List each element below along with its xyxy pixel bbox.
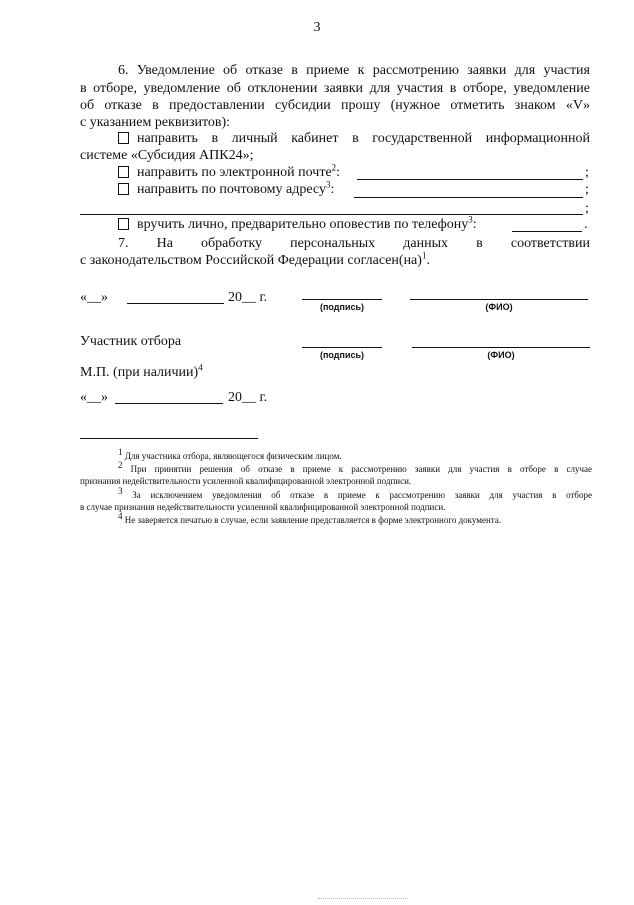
date-month-line-2[interactable] xyxy=(115,403,223,404)
section7-line2 xyxy=(80,252,590,269)
section6-line2: в отборе, уведомление об отклонении заявки для участия в отборе, уведомление xyxy=(80,81,590,96)
option-in-person-text: вручить лично, предварительно оповестив по телефону xyxy=(137,217,469,232)
checkbox-personal-cabinet[interactable] xyxy=(118,132,129,144)
fio-line-2[interactable] xyxy=(412,347,590,348)
signature-line-1[interactable] xyxy=(302,299,382,300)
footnote-3-text: За исключением уведомления об отказе в приеме к рассмотрению заявки для участия в отборе xyxy=(132,490,592,500)
footnote-ref-3a: 3 xyxy=(325,179,331,190)
stamp-label xyxy=(80,364,203,381)
post-address-field-line-2[interactable] xyxy=(80,214,583,215)
footnote-separator xyxy=(80,438,258,439)
page-number: 3 xyxy=(313,20,321,35)
fio-caption-2: (ФИО) xyxy=(487,350,515,360)
footnote-ref-2: 2 xyxy=(331,162,337,173)
phone-field-line[interactable] xyxy=(512,231,582,232)
footnote-2-cont: признания недействительности усиленной квалифицированной электронной подписи. xyxy=(80,476,412,486)
footnote-2-num: 2 xyxy=(118,460,123,470)
option-email: направить по электронной почте$^2$: xyxy=(118,164,340,181)
footnote-1-text: Для участника отбора, являющегося физическим лицом. xyxy=(124,451,342,461)
section7-line2-end: . xyxy=(426,253,430,268)
footnote-3 xyxy=(80,486,592,501)
signature-caption-1: (подпись) xyxy=(319,302,365,312)
section7-word: в xyxy=(476,236,483,251)
footnote-4 xyxy=(80,511,592,526)
option-personal-cabinet-text: направить в личный кабинет в государственной информационной xyxy=(137,131,590,146)
footnote-1-num: 1 xyxy=(118,447,123,457)
footnote-ref-1: 1 xyxy=(421,250,427,261)
footnote-1 xyxy=(80,447,592,462)
option-post-end-2: ; xyxy=(585,201,589,216)
footnote-4-text: Не заверяется печатью в случае, если заявление представляется в форме электронного документа. xyxy=(124,515,502,525)
stamp-label-text: М.П. (при наличии) xyxy=(80,365,199,380)
checkbox-post[interactable] xyxy=(118,183,129,195)
date-year-1: 20__ г. xyxy=(228,290,268,305)
footnote-2-text: При принятии решения об отказе в приеме к рассмотрению заявки для участия в отборе в случае xyxy=(130,464,592,474)
option-in-person-end: . xyxy=(584,217,588,232)
footnote-2 xyxy=(80,460,592,475)
footnote-3-num: 3 xyxy=(118,486,123,496)
checkbox-email[interactable] xyxy=(118,166,129,178)
option-personal-cabinet-line2: системе «Субсидия АПК24»; xyxy=(80,148,254,163)
option-email-text: направить по электронной почте xyxy=(137,165,332,180)
footnote-ref-4: 4 xyxy=(198,362,203,373)
date-month-line-1[interactable] xyxy=(127,303,224,304)
section7-line1 xyxy=(80,235,590,252)
checkbox-in-person[interactable] xyxy=(118,218,129,230)
footnote-ref-3b: 3 xyxy=(468,214,473,225)
option-personal-cabinet xyxy=(80,130,590,147)
option-post-end: ; xyxy=(585,182,589,197)
section7-word: На xyxy=(156,236,173,251)
section7-line2-text: с законодательством Российской Федерации согласен(на) xyxy=(80,253,422,268)
post-address-field-line[interactable] xyxy=(354,197,583,198)
date-year-2: 20__ г. xyxy=(228,390,268,405)
section7-word: персональных xyxy=(290,236,376,251)
option-post-text: направить по почтовому адресу xyxy=(137,182,326,197)
signature-caption-2: (подпись) xyxy=(319,350,365,360)
section6-line1: 6. Уведомление об отказе в приеме к рассмотрению заявки для участия xyxy=(118,63,590,78)
option-email-end: ; xyxy=(585,165,589,180)
signature-line-2[interactable] xyxy=(302,347,382,348)
footnote-4-num: 4 xyxy=(118,511,123,521)
scan-artifact xyxy=(318,898,408,899)
participant-label: Участник отбора xyxy=(80,334,182,349)
section6-line4: с указанием реквизитов): xyxy=(80,115,231,130)
option-in-person: вручить лично, предварительно оповестив по телефону$^3$: xyxy=(118,216,477,233)
section7-word: соответствии xyxy=(510,236,590,251)
date-open-2: «__» xyxy=(80,390,108,405)
section7-word: обработку xyxy=(201,236,263,251)
section6-line3: об отказе в предоставлении субсидии прошу (нужное отметить знаком «V» xyxy=(80,98,590,113)
section7-word: данных xyxy=(403,236,449,251)
section7-word: 7. xyxy=(118,236,129,251)
date-open-1: «__» xyxy=(80,290,108,305)
email-field-line[interactable] xyxy=(357,179,583,180)
footnote-3-cont: в случае признания недействительности усиленной квалифицированной электронной подписи. xyxy=(80,502,446,512)
fio-caption-1: (ФИО) xyxy=(485,302,513,312)
option-post: направить по почтовому адресу$^3$: xyxy=(118,181,334,198)
fio-line-1[interactable] xyxy=(410,299,588,300)
